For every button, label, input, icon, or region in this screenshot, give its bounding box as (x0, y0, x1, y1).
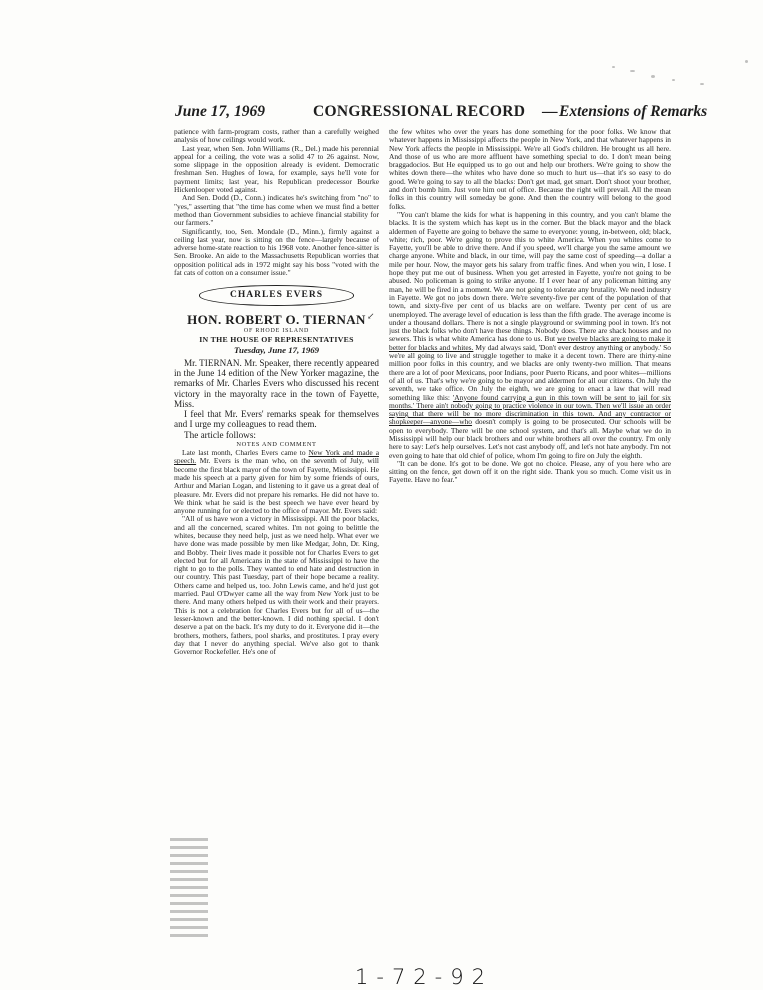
speaker-state: OF RHODE ISLAND (243, 327, 310, 334)
paper-speck (612, 66, 615, 68)
notes-heading: NOTES AND COMMENT (236, 441, 317, 449)
paragraph (174, 449, 379, 515)
paragraph: patience with farm-program costs, rather than a carefully weighed analysis of how ceilings would work. (174, 128, 379, 145)
paragraph: Last year, when Sen. John Williams (R., Del.) made his perennial appeal for a ceiling, the vote was a solid 47 to 26 against. Now, some slippage in the opposition already is evident. Democratic freshman Sen. Hughes of Iowa, for example, says he'll vote for payment limits; last year, his Republican predecessor Bourke Hickenlooper voted against. (174, 143, 379, 195)
paragraph: Significantly, too, Sen. Mondale (D., Minn.), firmly against a ceiling last year, now is sitting on the fence—largely because of adverse home-state reaction to his 1968 vote. Another fence-sitter is Sen. Brooke. An aide to the Massachusetts Republican worries that opposition political ads in 1972 might say his boss "voted with the fat cats of cotton on a consumer issue." (174, 226, 379, 278)
underlined-text: we twelve blacks are going to make it better for blacks and whites. (389, 334, 671, 352)
paragraph: Mr. TIERNAN. Mr. Speaker, there recently appeared in the June 14 edition of the New Yorker magazine, the remarks of Mr. Charles Evers who discussed his recent victory in the mayoralty race in the town of Fayette, Miss. (174, 357, 379, 409)
underlined-text: 'Anyone found carrying a gun in this town will be sent to jail for six months.' There ain't nobody going to practice violence in our town. Then we'll issue an order saying that there will be no more discrimination in this town. And any contractor or shopkeeper—anyone—who (389, 392, 671, 427)
paper-speck (630, 70, 635, 72)
article-heading-circled: CHARLES EVERS (199, 285, 354, 305)
text-span: My dad always said, 'Don't ever destroy anything or anybody.' So we're all going to live and struggle together to make it a decent town. There are thirty-nine million poor folks in this country, and we blacks are only twenty-two million. That means there are a lot of poor Mexicans, poor Indians, poor Puerto Ricans, and poor whites—millions of all of us. That's why we're going to be mayor and aldermen for all our citizens. On July the seventh, we take office. On July the eighth, we are going to enact a law that will read something like this: (389, 342, 671, 402)
paper-speck (745, 60, 748, 63)
text-span: Mr. Evers is the man who, on the seventh of July, will become the first black mayor of the town of Fayette, Mississippi. He made his speech at a party given for him by some friends of ours, Arthur and Marian Logan, and listening to it gave us a great deal of pleasure. Mr. Evers did not prepare his remarks. He did not have to. We think what he said is the best speech we have ever heard by anyone running for or elected to the office of mayor. Mr. Evers said: (174, 456, 379, 516)
header-separator: — (542, 103, 558, 120)
text-span: "You can't blame the kids for what is happening in this country, and you can't blame the blacks. It is the system which has kept us in the corner. But the black mayor and the black aldermen of Fayette are going to behave the same to everyone: young, in-between, old; black, white; rich, poor. We're going to prove this to white America. When you whites come to Fayette, you'll be able to drive there. And if you speed, we'll charge you the same amount we charge anyone. White and black, in our time, will pay the same cost of speeding—a dollar a mile per hour. Now, the mayor gets his salary from traffic fines. And when you win, I lose. I hope they put me out of business. When you get arrested in Fayette, you're not going to be abused. No policeman is going to strike anyone. If I ever hear of any policeman hitting any man, he will be fired in a moment. We are not going to tolerate any brutality. We need industry in Fayette. We got no jobs down there. We're seventy-five per cent of the population of that town, and sixty-five per cent of us blacks are on welfare. Twenty per cent of us are unemployed. The average level of education is less than the fifth grade. The average income is under a thousand dollars. There is not a single playground or swimming pool in town. It's not just the black folks who don't have these things. Nobody does. There are shack houses and no sewers. This is what white America has done to us. But (389, 209, 671, 344)
underlined-text: New York and made a speech. (174, 448, 379, 466)
paragraph (389, 211, 671, 460)
handwritten-page-number: 1-72-92 (355, 965, 493, 989)
paragraph: the few whites who over the years has done something for the poor folks. We know that whatever happens in Mississippi affects the people in New York, and that whatever happens in New York affects the people in Mississippi. We're all God's children. He brought us all here. And those of us who are more affluent have something special to do. I don't mean being braggadocios. But He equipped us to go out and help our brothers. We're going to show the whites down there—the whites who have done so much to hurt us—that it's so easy to do good. We're going to say to all the blacks: Don't get mad, get smart. Don't shoot your brother, and don't bomb him. Just vote him out of office. Because the right will prevail. All the mean folks in this country will someday be gone. And then the country will belong to the good folks. (389, 128, 671, 211)
speaker-name: HON. ROBERT O. TIERNAN (187, 311, 366, 327)
text-span: Late last month, Charles Evers came to (182, 448, 306, 458)
paper-speck (672, 79, 675, 81)
paper-speck (700, 83, 704, 85)
left-column (174, 128, 379, 940)
paragraph: "All of us have won a victory in Mississippi. All the poor blacks, and all the concerned, scared whites. I'm not going to belittle the whites, because they need help, just as we need help. What ever we have done was made possible by men like Medgar, John, Dr. King, and Bobby. Their lives made it possible not for Charles Evers to get elected but for all Americans in the state of Mississippi to have the right to go to the polls. They wanted to end hate and destruction in our country. This past Tuesday, part of their hope became a reality. Others came and helped us, too. John Lewis came, and he'd just got married. Paul O'Dwyer came all the way from New York just to be there. And many others helped us with their work and their prayers. This is not a celebration for Charles Evers but for all of us—the lesser-known and the better-known. I did nothing special. I don't deserve a pat on the back. It's my duty to do it. Everyone did it—the brothers, mothers, fathers, pool sharks, and prostitutes. I pray every day that I never do anything special. We've also got to thank Governor Rockefeller. He's one of (174, 514, 379, 657)
right-column (389, 128, 671, 940)
article-title-block (174, 285, 379, 305)
section-title: Extensions of Remarks (559, 103, 708, 120)
paragraph: "It can be done. It's got to be done. We got no choice. Please, any of you here who are sitting on the fence, get down off it on the right side. Thank you so much. Come visit us in Fayette. Have no fear." (389, 458, 671, 485)
publication-title: CONGRESSIONAL RECORD (313, 103, 526, 120)
paragraph: I feel that Mr. Evers' remarks speak for themselves and I urge my colleagues to read them. (174, 409, 379, 430)
margin-mark: ↙ (367, 311, 375, 321)
speech-date: Tuesday, June 17, 1969 (233, 344, 320, 355)
paper-speck (651, 75, 655, 78)
chamber-line: IN THE HOUSE OF REPRESENTATIVES (199, 334, 354, 344)
paragraph: The article follows: (184, 429, 256, 440)
scan-smudge (170, 838, 208, 938)
speech-intro (174, 358, 379, 440)
page-header (175, 101, 708, 123)
text-span: doesn't comply is going to be prosecuted. Our schools will be open to everybody. There will be one school system, and that's all. Maybe what we do in Mississippi will help our black brothers and our white brothers all over the country. I'm only here to say: Let's help ourselves. Let's not cast anybody off, and let's not hate anybody. I'm not even going to hate that old chief of police, whom I'm going to fire on July the eighth. (389, 417, 671, 460)
header-date: June 17, 1969 (175, 103, 265, 120)
paragraph: And Sen. Dodd (D., Conn.) indicates he's switching from "no" to "yes," asserting that "the time has come when we must find a better method than Government subsidies to achieve financial stability for our farmers." (174, 193, 379, 228)
